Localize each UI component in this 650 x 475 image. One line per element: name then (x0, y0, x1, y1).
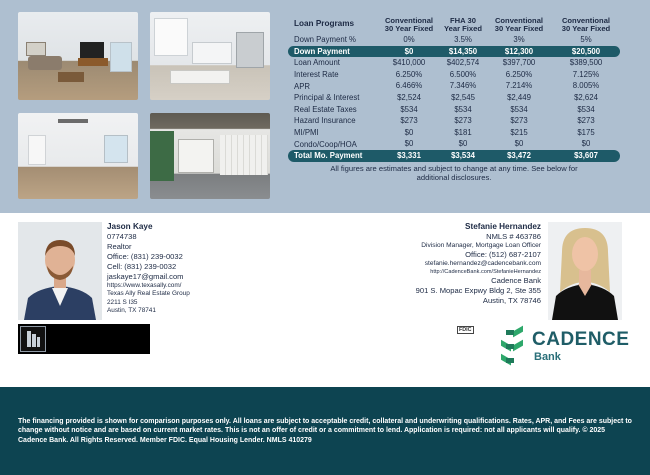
row-label: Down Payment % (294, 35, 356, 45)
table-cell: 8.005% (572, 81, 600, 91)
table-row (288, 46, 620, 58)
table-cell: 6.250% (505, 69, 533, 79)
cadence-logo-icon (498, 324, 528, 368)
row-label: Down Payment (294, 46, 350, 56)
agent-name: Jason Kaye (107, 222, 153, 231)
table-row (288, 138, 620, 150)
agent-license: 0774738 (107, 232, 137, 241)
table-cell: $273 (454, 116, 472, 126)
table-cell: $175 (577, 127, 595, 137)
table-cell: $12,300 (504, 46, 534, 56)
row-label: Condo/Coop/HOA (294, 139, 357, 149)
loan-officer-address-2: Austin, TX 78746 (482, 296, 541, 306)
table-cell: $402,574 (446, 58, 480, 68)
table-cell: $2,545 (451, 92, 475, 102)
table-cell: $273 (510, 116, 528, 126)
table-cell: 5% (580, 35, 592, 44)
table-cell: 7.346% (449, 81, 477, 91)
agent-title: Realtor (107, 242, 132, 251)
table-cell: 0% (403, 35, 415, 44)
agent-portrait (18, 222, 102, 320)
column-header: FHA 30 Year Fixed (444, 15, 482, 34)
table-cell: $2,624 (574, 92, 598, 102)
agent-email[interactable]: jaskaye17@gmail.com (107, 272, 184, 281)
table-cell: $0 (404, 127, 414, 137)
agent-cell-phone[interactable]: Cell: (831) 239-0032 (107, 262, 177, 271)
bedroom-photo (18, 113, 138, 199)
table-cell: $0 (514, 139, 524, 149)
table-row (288, 115, 620, 127)
table-cell: $534 (400, 104, 418, 114)
agent-address-1: 2211 S I35 (107, 298, 138, 306)
table-row (288, 150, 620, 162)
table-row (288, 69, 620, 81)
loan-officer-nmls: NMLS # 463786 (486, 232, 541, 241)
table-cell: $273 (400, 116, 418, 126)
table-cell: $215 (510, 127, 528, 137)
loan-table-header (288, 12, 620, 34)
table-row (288, 92, 620, 104)
table-cell: 3% (513, 35, 525, 44)
table-cell: $181 (454, 127, 472, 137)
table-cell: $2,449 (507, 92, 531, 102)
loan-officer-title: Division Manager, Mortgage Loan Officer (421, 242, 541, 249)
row-label: Loan Amount (294, 58, 340, 68)
loan-officer-portrait (548, 222, 622, 320)
loan-officer-address-1: 901 S. Mopac Expwy Bldg 2, Ste 355 (415, 286, 541, 296)
table-cell: $0 (581, 139, 591, 149)
table-cell: 3.5% (454, 35, 472, 44)
table-cell: $0 (404, 139, 414, 149)
row-label: Total Mo. Payment (294, 151, 363, 161)
fdic-badge: FDIC (459, 327, 472, 333)
table-cell: $3,607 (574, 150, 598, 160)
table-cell: $534 (577, 104, 595, 114)
cadence-sub: Bank (534, 351, 561, 363)
top-panel (0, 0, 650, 213)
table-cell: $20,500 (571, 46, 601, 56)
disclosure-band (0, 387, 650, 475)
row-label: MI/PMI (294, 128, 319, 138)
loan-officer-name: Stefanie Hernandez (465, 222, 541, 231)
building-icon (20, 326, 46, 352)
agent-office-phone[interactable]: Office: (831) 239-0032 (107, 252, 183, 261)
loan-officer-email[interactable]: stefanie.hernandez@cadencebank.com (424, 260, 541, 268)
cadence-bank-logo (498, 324, 630, 370)
column-header: Conventional 30 Year Fixed (384, 15, 434, 34)
table-cell: 6.250% (395, 69, 423, 79)
living-room-photo (18, 12, 138, 100)
table-cell: $0 (404, 46, 414, 56)
table-cell: $0 (458, 139, 468, 149)
table-row (288, 104, 620, 116)
agent-website[interactable]: https://www.texasally.com/ (107, 282, 182, 289)
carport-photo (150, 113, 270, 199)
table-cell: 6.500% (449, 69, 477, 79)
bank-name: Cadence Bank (491, 276, 541, 286)
table-cell: $3,534 (451, 150, 475, 160)
row-label: APR (294, 81, 311, 91)
loan-officer-url[interactable]: http://CadenceBank.com/StefanieHernandez (430, 268, 541, 275)
table-cell: 6.466% (395, 81, 423, 91)
table-row (288, 57, 620, 69)
column-header: Conventional 30 Year Fixed (561, 15, 611, 34)
table-cell: $14,350 (448, 46, 478, 56)
agent-company: Texas Ally Real Estate Group (107, 290, 190, 298)
disclosure-text: The financing provided is shown for comparison purposes only. All loans are subject to acceptable credit, collateral and underwriting qualifications. Rates, APR, and Fees are subject to change without notice and are based on current market rates. This is not an offer of credit or a commitment to lend. Application is required: not all applicants will qualify. © 2025 Cadence Bank. All Rights Reserved. Member FDIC. Equal Housing Lender. NMLS 410279 (18, 418, 632, 444)
column-header: Conventional 30 Year Fixed (494, 15, 544, 34)
table-cell: $2,524 (397, 92, 421, 102)
table-cell: $3,472 (507, 150, 531, 160)
table-cell: $410,000 (392, 58, 426, 68)
loan-officer-office-phone[interactable]: Office: (512) 687-2107 (465, 250, 541, 260)
table-row (288, 34, 620, 46)
agent-contact (107, 222, 190, 316)
row-label: Hazard Insurance (294, 116, 356, 126)
estimate-note: All figures are estimates and subject to change at any time. See below for additional disclosures. (330, 163, 578, 183)
table-row (288, 127, 620, 139)
row-label: Principal & Interest (294, 93, 360, 103)
row-label: Interest Rate (294, 70, 339, 80)
table-cell: 7.125% (572, 69, 600, 79)
table-cell: $389,500 (569, 58, 603, 68)
row-label: Real Estate Taxes (294, 104, 357, 114)
brokerage-logo (18, 324, 150, 354)
kitchen-photo (150, 12, 270, 100)
agent-address-2: Austin, TX 78741 (107, 307, 156, 315)
cadence-wordmark: CADENCE (532, 329, 630, 350)
table-cell: $534 (510, 104, 528, 114)
loan-programs-table (288, 12, 620, 183)
table-cell: $534 (454, 104, 472, 114)
table-row (288, 80, 620, 92)
table-cell: 7.214% (505, 81, 533, 91)
table-cell: $3,331 (397, 150, 421, 160)
loan-officer-contact (301, 222, 541, 306)
loan-programs-label: Loan Programs (294, 18, 355, 28)
table-cell: $273 (577, 116, 595, 126)
loan-table-body (288, 34, 620, 162)
table-cell: $397,700 (502, 58, 536, 68)
